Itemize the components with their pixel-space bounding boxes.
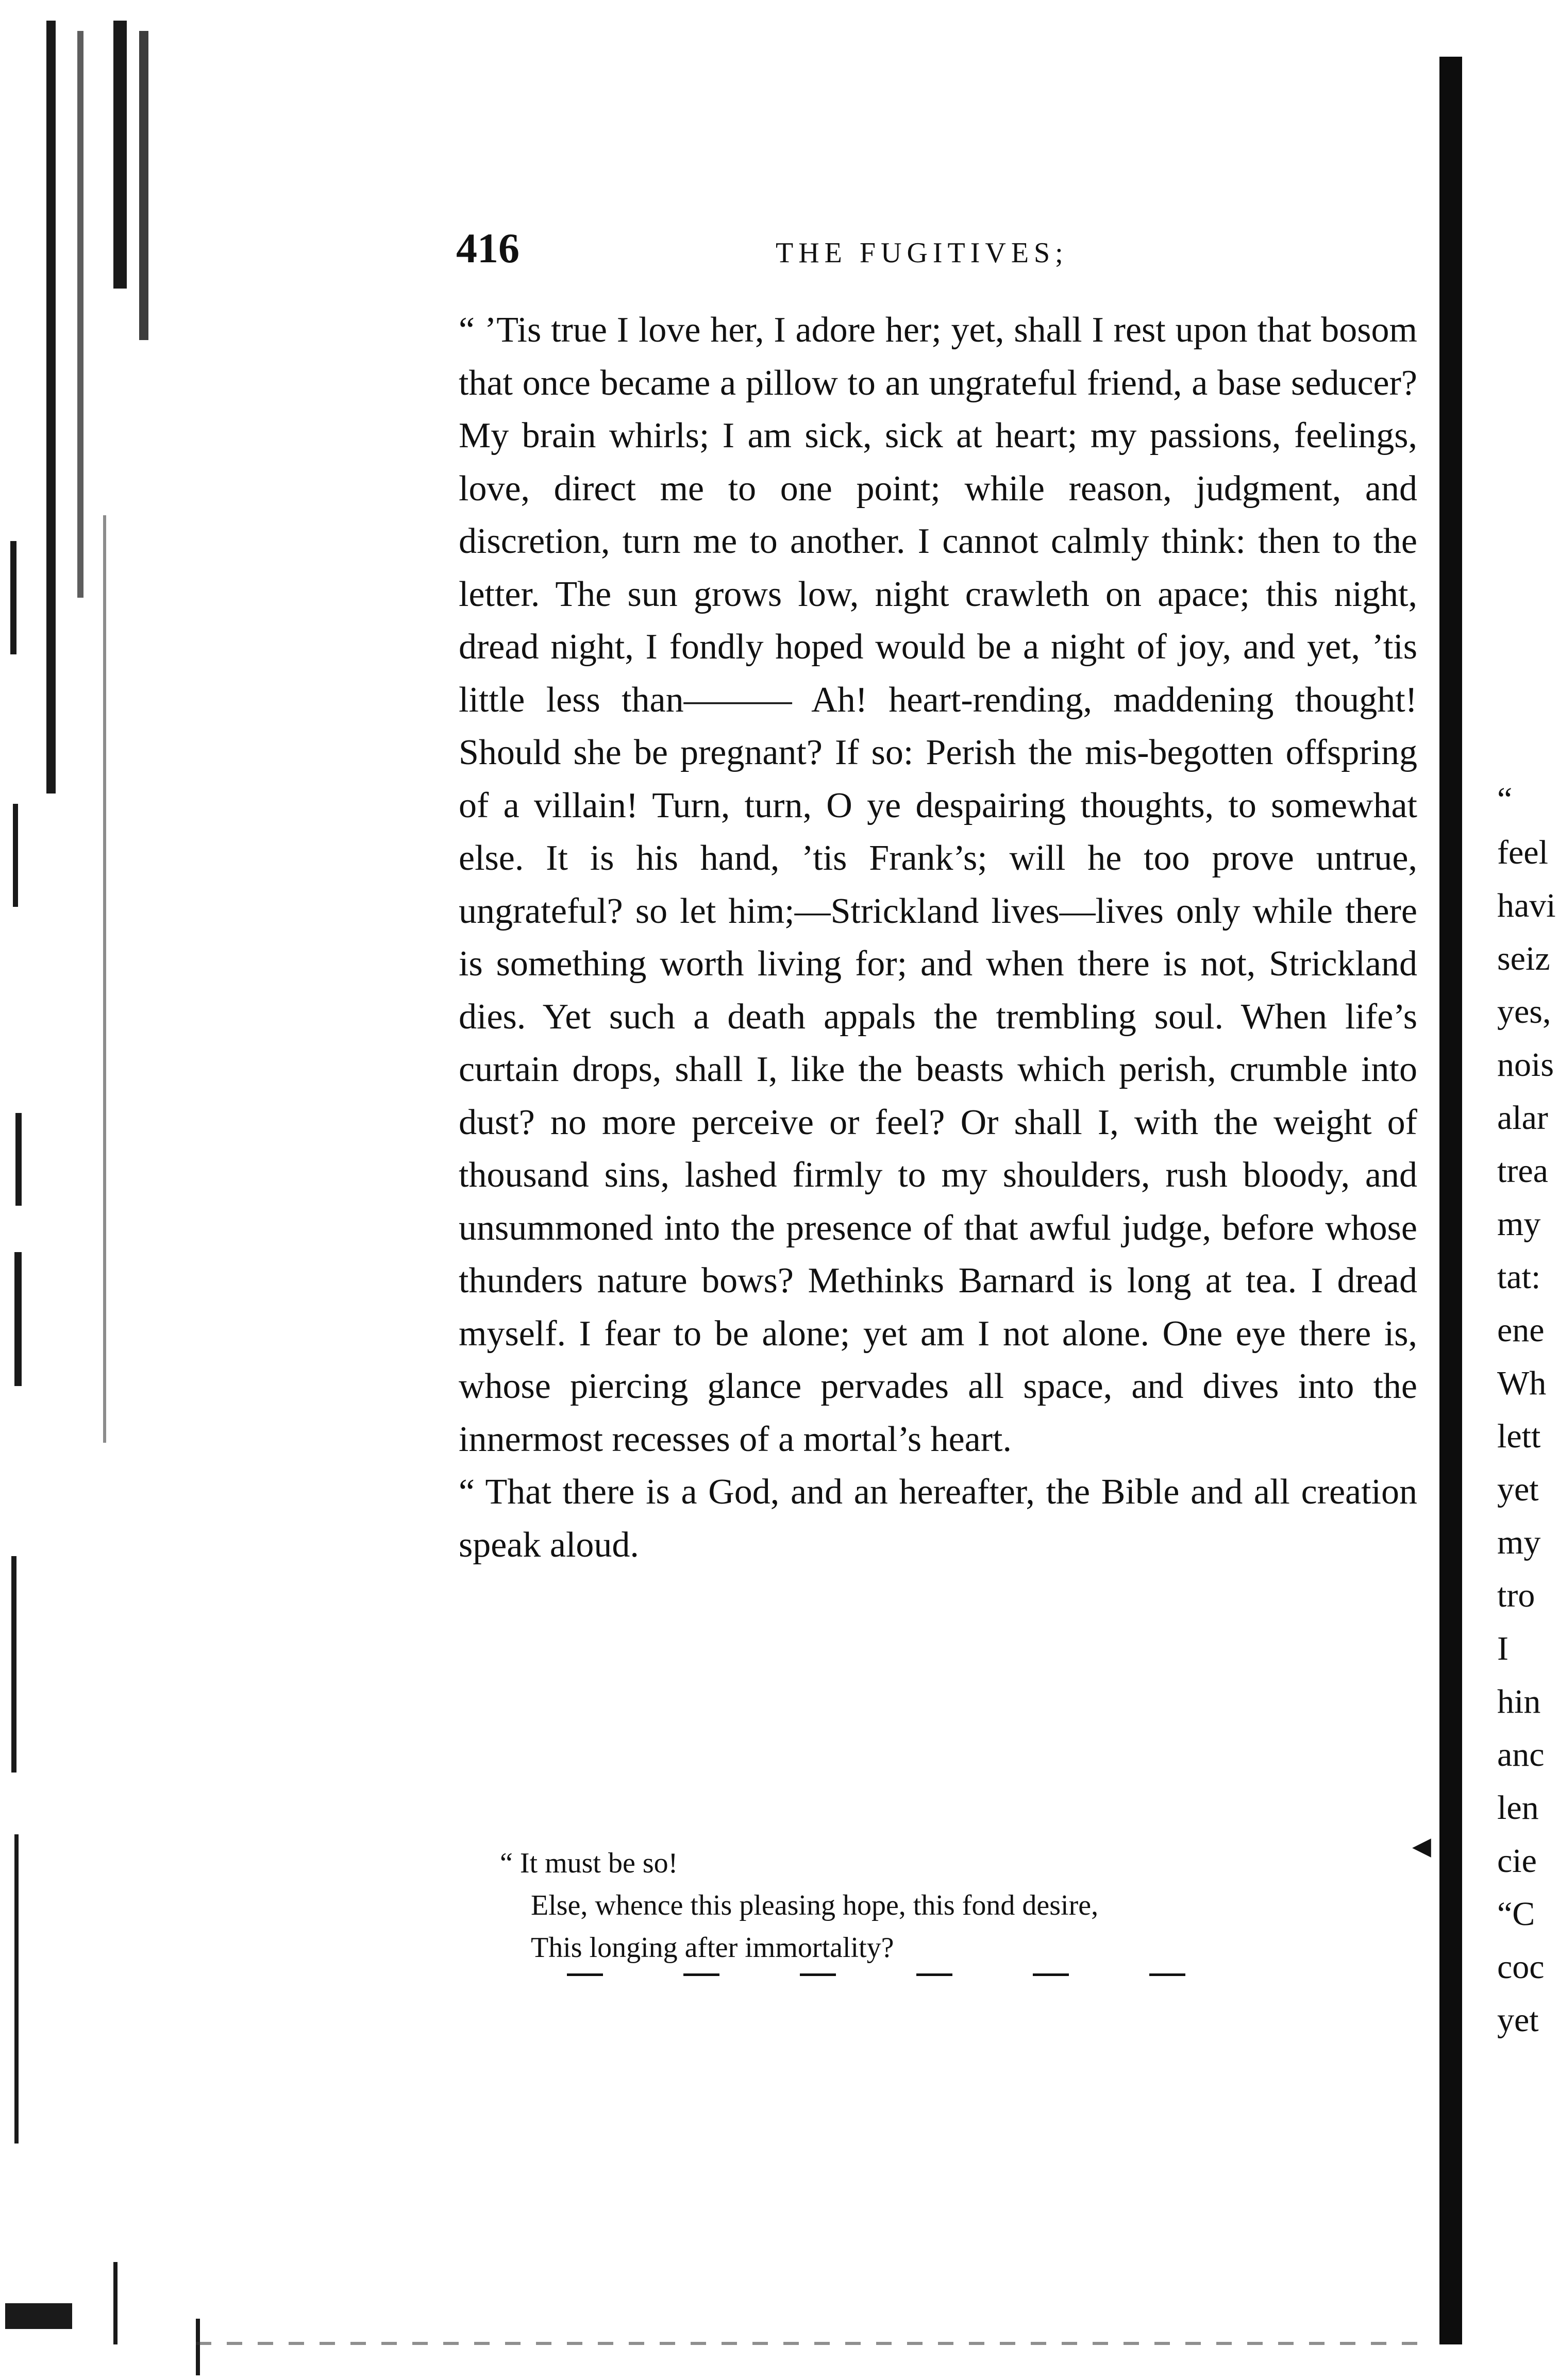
dash: [567, 1973, 603, 1976]
next-page-fragment: len: [1497, 1789, 1539, 1827]
next-page-fragment: cie: [1497, 1842, 1537, 1880]
next-page-fragments: [1497, 773, 1559, 2047]
page-number: 416: [456, 225, 519, 272]
paragraph-2: “ That there is a God, and an hereafter, the Bible and all creation speak aloud.: [459, 1472, 1417, 1565]
next-page-fragment: yet: [1497, 1471, 1539, 1508]
dash: [683, 1973, 719, 1976]
next-page-fragment: ene: [1497, 1311, 1545, 1349]
next-page-fragment: hin: [1497, 1683, 1541, 1720]
next-page-fragment: tro: [1497, 1577, 1535, 1614]
dash: [1033, 1973, 1069, 1976]
ellipsis-dashes: [567, 1973, 1185, 1984]
scan-edge-bottom: [196, 2342, 1433, 2345]
next-page-fragment: lett: [1497, 1417, 1541, 1455]
quote-line-2: Else, whence this pleasing hope, this fond desire,: [531, 1889, 1099, 1921]
next-page-fragment: I: [1497, 1630, 1508, 1667]
next-page-fragment: “C: [1497, 1895, 1535, 1933]
quote-line-3: This longing after immortality?: [531, 1932, 894, 1964]
body-text: [459, 304, 1417, 1572]
next-page-fragment: anc: [1497, 1736, 1545, 1774]
next-page-fragment: seiz: [1497, 940, 1550, 977]
next-page-fragment: Wh: [1497, 1364, 1547, 1402]
page-header: [456, 224, 1420, 281]
next-page-fragment: tat:: [1497, 1258, 1541, 1296]
next-page-fragment: yes,: [1497, 993, 1551, 1031]
scan-edge-left: [0, 0, 216, 2380]
next-page-fragment: coc: [1497, 1948, 1545, 1986]
next-page-fragment: havi: [1497, 887, 1556, 924]
dash: [800, 1973, 836, 1976]
dash: [1149, 1973, 1185, 1976]
next-page-fragment: yet: [1497, 2001, 1539, 2039]
next-page-fragment: nois: [1497, 1046, 1554, 1084]
next-page-fragment: trea: [1497, 1152, 1548, 1190]
next-page-fragment: “: [1497, 781, 1513, 818]
page-gutter: [1439, 57, 1462, 2344]
verse-quote: [500, 1842, 1376, 1969]
next-page-fragment: alar: [1497, 1099, 1548, 1137]
pointer-mark-icon: ◀: [1412, 1833, 1431, 1860]
next-page-fragment: my: [1497, 1205, 1541, 1243]
paragraph-1: “ ’Tis true I love her, I adore her; yet, shall I rest upon that bosom that once became a pillow to an ungrateful friend, a base seducer? My brain whirls; I am sick, sick at heart; my passions, feelings, love, direct me to one point; while reason, judgment, and discretion, turn me to another. I cannot calmly think: then to the letter. The sun grows low, night crawleth on apace; this night, dread night, I fondly hoped would be a night of joy, and yet, ’tis little less than——— Ah! heart-rending, maddening thought! Should she be pregnant? If so: Perish the mis-begotten offspring of a villain! Turn, turn, O ye despairing thoughts, to somewhat else. It is his hand, ’tis Frank’s; will he too prove untrue, ungrateful? so let him;—Strickland lives—lives only while there is something worth living for; and when there is not, Strickland dies. Yet such a death appals the trembling soul. When life’s curtain drops, shall I, like the beasts which perish, crumble into dust? no more perceive or feel? Or shall I, with the weight of thousand sins, lashed firmly to my shoulders, rush bloody, and unsummoned into the presence of that awful judge, before whose thunders nature bows? Methinks Barnard is long at tea. I dread myself. I fear to be alone; yet am I not alone. One eye there is, whose piercing glance pervades all space, and dives into the innermost recesses of a mortal’s heart.: [459, 310, 1417, 1459]
quote-line-1: “ It must be so!: [500, 1847, 678, 1879]
dash: [916, 1973, 952, 1976]
running-head: THE FUGITIVES;: [776, 237, 1068, 269]
next-page-fragment: my: [1497, 1524, 1541, 1561]
next-page-fragment: feel: [1497, 834, 1548, 871]
